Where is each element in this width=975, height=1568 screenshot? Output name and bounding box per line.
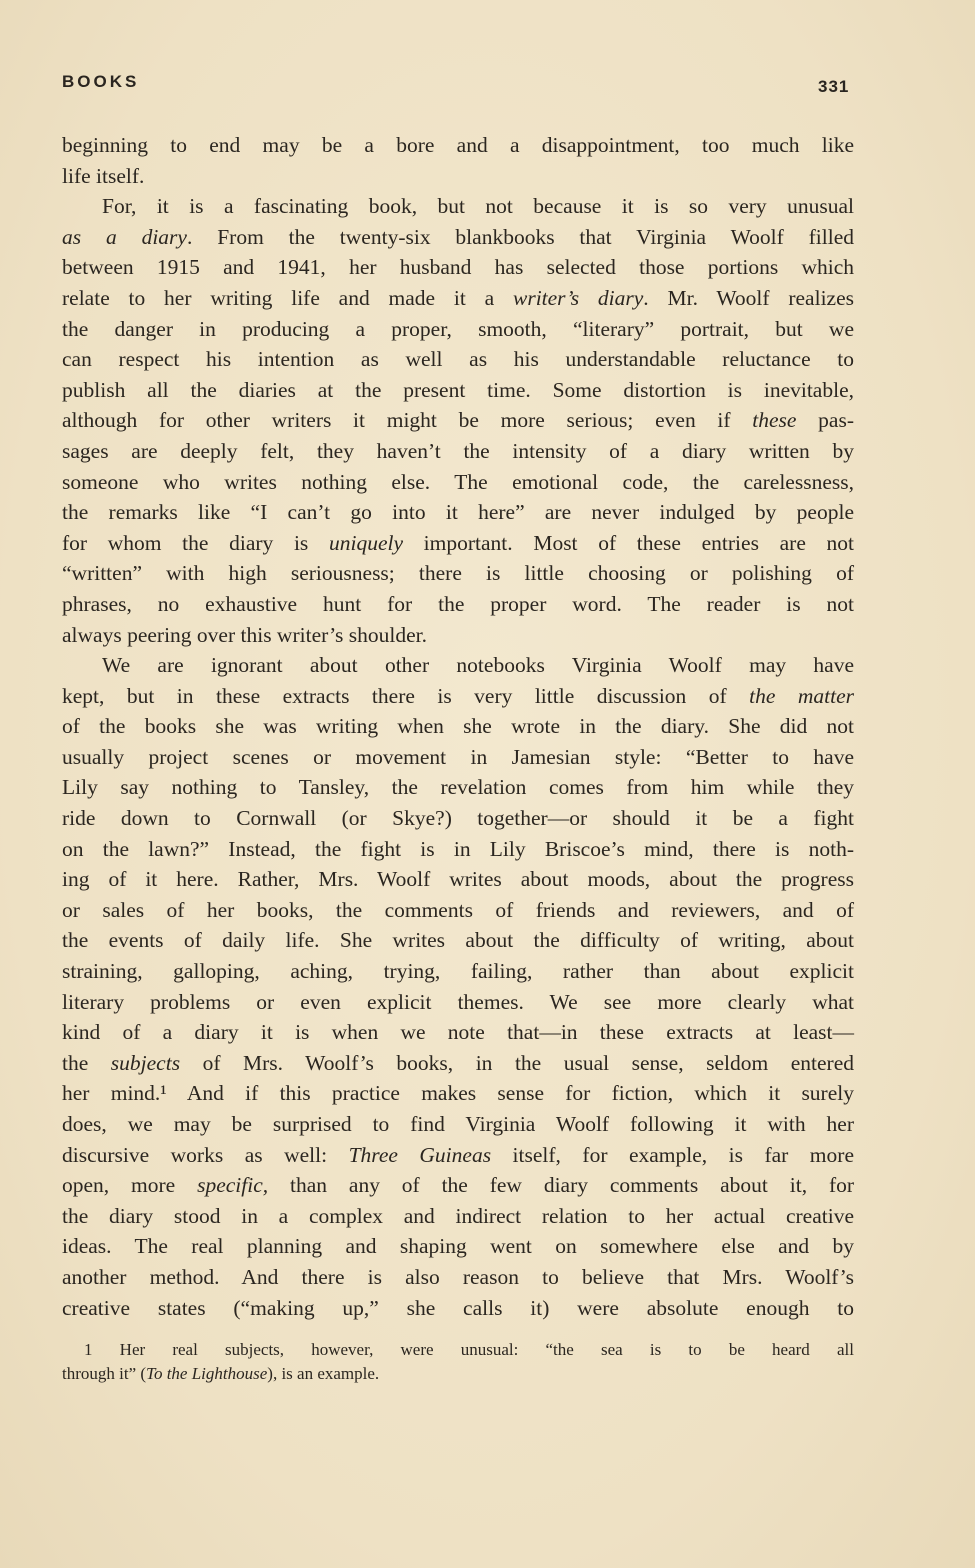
text-run: creative states (“making up,” she calls it) were absolute enough to [62, 1295, 854, 1320]
text-run: “written” with high seriousness; there is little choosing or polishing of [62, 561, 854, 586]
italic-text: To the Lighthouse [146, 1364, 268, 1383]
text-line [62, 467, 854, 498]
text-line [62, 528, 854, 559]
text-line [62, 1017, 854, 1048]
text-line [62, 742, 854, 773]
text-run: between 1915 and 1941, her husband has selected those portions which [62, 255, 854, 280]
text-line [62, 1231, 854, 1262]
text-run: For, it is a fascinating book, but not because it is so very unusual [102, 194, 854, 219]
text-run: pas- [796, 408, 855, 433]
text-line [62, 834, 854, 865]
text-run: literary problems or even explicit themes. We see more clearly what [62, 989, 854, 1014]
text-line [62, 1293, 854, 1324]
body-text [62, 130, 854, 1323]
text-run: . Mr. Woolf realizes [643, 285, 855, 310]
text-line [62, 620, 854, 651]
text-line [62, 405, 854, 436]
page-number: 331 [818, 77, 850, 96]
text-line [62, 589, 854, 620]
text-run: discursive works as well: [62, 1142, 349, 1167]
text-run: kept, but in these extracts there is very little discussion of [62, 683, 750, 708]
text-run: of Mrs. Woolf’s books, in the usual sense, seldom entered [180, 1050, 854, 1075]
text-run: sages are deeply felt, they haven’t the intensity of a diary written by [62, 438, 854, 463]
text-run: the events of daily life. She writes about the difficulty of writing, about [62, 928, 854, 953]
text-line [62, 1140, 854, 1171]
text-line [62, 161, 854, 192]
text-line [62, 925, 854, 956]
text-line [62, 650, 854, 681]
italic-text: uniquely [328, 530, 404, 555]
footnote [62, 1338, 854, 1386]
text-line [62, 1262, 854, 1293]
text-line [62, 803, 854, 834]
text-run: important. Most of these entries are not [403, 530, 855, 555]
text-run: usually project scenes or movement in Jamesian style: “Better to have [62, 744, 854, 769]
text-run: can respect his intention as well as his understandable reluctance to [62, 347, 854, 372]
text-line [62, 1201, 854, 1232]
text-run: of the books she was writing when she wrote in the diary. She did not [62, 714, 854, 739]
text-line [62, 130, 854, 161]
text-line [62, 375, 854, 406]
italic-text: Three Guineas [348, 1142, 492, 1167]
running-head: BOOKS [62, 72, 140, 91]
text-line [62, 956, 854, 987]
text-line [62, 1048, 854, 1079]
text-run: the danger in producing a proper, smooth, “literary” portrait, but we [62, 316, 854, 341]
text-line [62, 1109, 854, 1140]
text-run: Lily say nothing to Tansley, the revelation comes from him while they [62, 775, 854, 800]
text-run: for whom the diary is [62, 530, 329, 555]
text-run: through it” ( [62, 1364, 147, 1383]
text-line [62, 1170, 854, 1201]
text-run: the [62, 1050, 111, 1075]
text-run: ), is an example. [267, 1364, 380, 1383]
italic-text: these [752, 408, 797, 433]
text-line [62, 222, 854, 253]
text-run: someone who writes nothing else. The emotional code, the carelessness, [62, 469, 854, 494]
text-run: on the lawn?” Instead, the fight is in Lily Briscoe’s mind, there is noth- [62, 836, 854, 861]
italic-text: subjects [110, 1050, 181, 1075]
text-run: ideas. The real planning and shaping went on somewhere else and by [62, 1234, 854, 1259]
text-run: open, more [62, 1173, 198, 1198]
text-line [62, 283, 854, 314]
text-line [62, 681, 854, 712]
text-run: another method. And there is also reason to believe that Mrs. Woolf’s [62, 1264, 854, 1289]
text-line [62, 252, 854, 283]
text-run: relate to her writing life and made it a [62, 285, 513, 310]
text-run: publish all the diaries at the present time. Some distortion is inevitable, [62, 377, 854, 402]
text-line [62, 314, 854, 345]
text-run: does, we may be surprised to find Virginia Woolf following it with her [62, 1112, 854, 1136]
text-line [62, 1078, 854, 1109]
text-run: the remarks like “I can’t go into it here” are never indulged by people [62, 500, 854, 525]
text-line [62, 772, 854, 803]
italic-text: writer’s diary [512, 285, 644, 310]
text-line [62, 895, 854, 926]
text-line [62, 497, 854, 528]
text-run: kind of a diary it is when we note that—in these extracts at least— [62, 1020, 854, 1045]
text-line [62, 987, 854, 1018]
text-line [62, 436, 854, 467]
text-run: ride down to Cornwall (or Skye?) together—or should it be a fight [62, 806, 854, 831]
text-run: . From the twenty-six blankbooks that Virginia Woolf filled [186, 224, 855, 249]
text-run: her mind.¹ And if this practice makes sense for fiction, which it surely [62, 1081, 854, 1106]
text-line [62, 864, 854, 895]
text-run: the diary stood in a complex and indirect relation to her actual creative [62, 1203, 854, 1228]
text-run: beginning to end may be a bore and a disappointment, too much like [62, 133, 854, 157]
italic-text: the matter [749, 683, 854, 708]
text-run: itself, for example, is far more [491, 1142, 854, 1167]
text-run: We are ignorant about other notebooks Virginia Woolf may have [102, 653, 854, 678]
text-run: than any of the few diary comments about it, for [268, 1173, 855, 1198]
footnote-line [62, 1338, 854, 1362]
text-run: life itself. [62, 163, 145, 188]
text-run: phrases, no exhaustive hunt for the proper word. The reader is not [62, 591, 854, 616]
text-line [62, 558, 854, 589]
italic-text: as a diary [62, 224, 187, 249]
text-line [62, 344, 854, 375]
text-run: always peering over this writer’s shoulder. [62, 622, 428, 647]
text-run: straining, galloping, aching, trying, failing, rather than about explicit [62, 959, 854, 984]
text-run: although for other writers it might be more serious; even if [62, 408, 753, 433]
text-line [62, 711, 854, 742]
text-run: ing of it here. Rather, Mrs. Woolf writes about moods, about the progress [62, 867, 854, 892]
text-line [62, 191, 854, 222]
text-run: 1 Her real subjects, however, were unusual: “the sea is to be heard all [84, 1340, 854, 1359]
text-run: or sales of her books, the comments of friends and reviewers, and of [62, 897, 854, 922]
footnote-line [62, 1362, 854, 1386]
italic-text: specific, [197, 1173, 269, 1198]
